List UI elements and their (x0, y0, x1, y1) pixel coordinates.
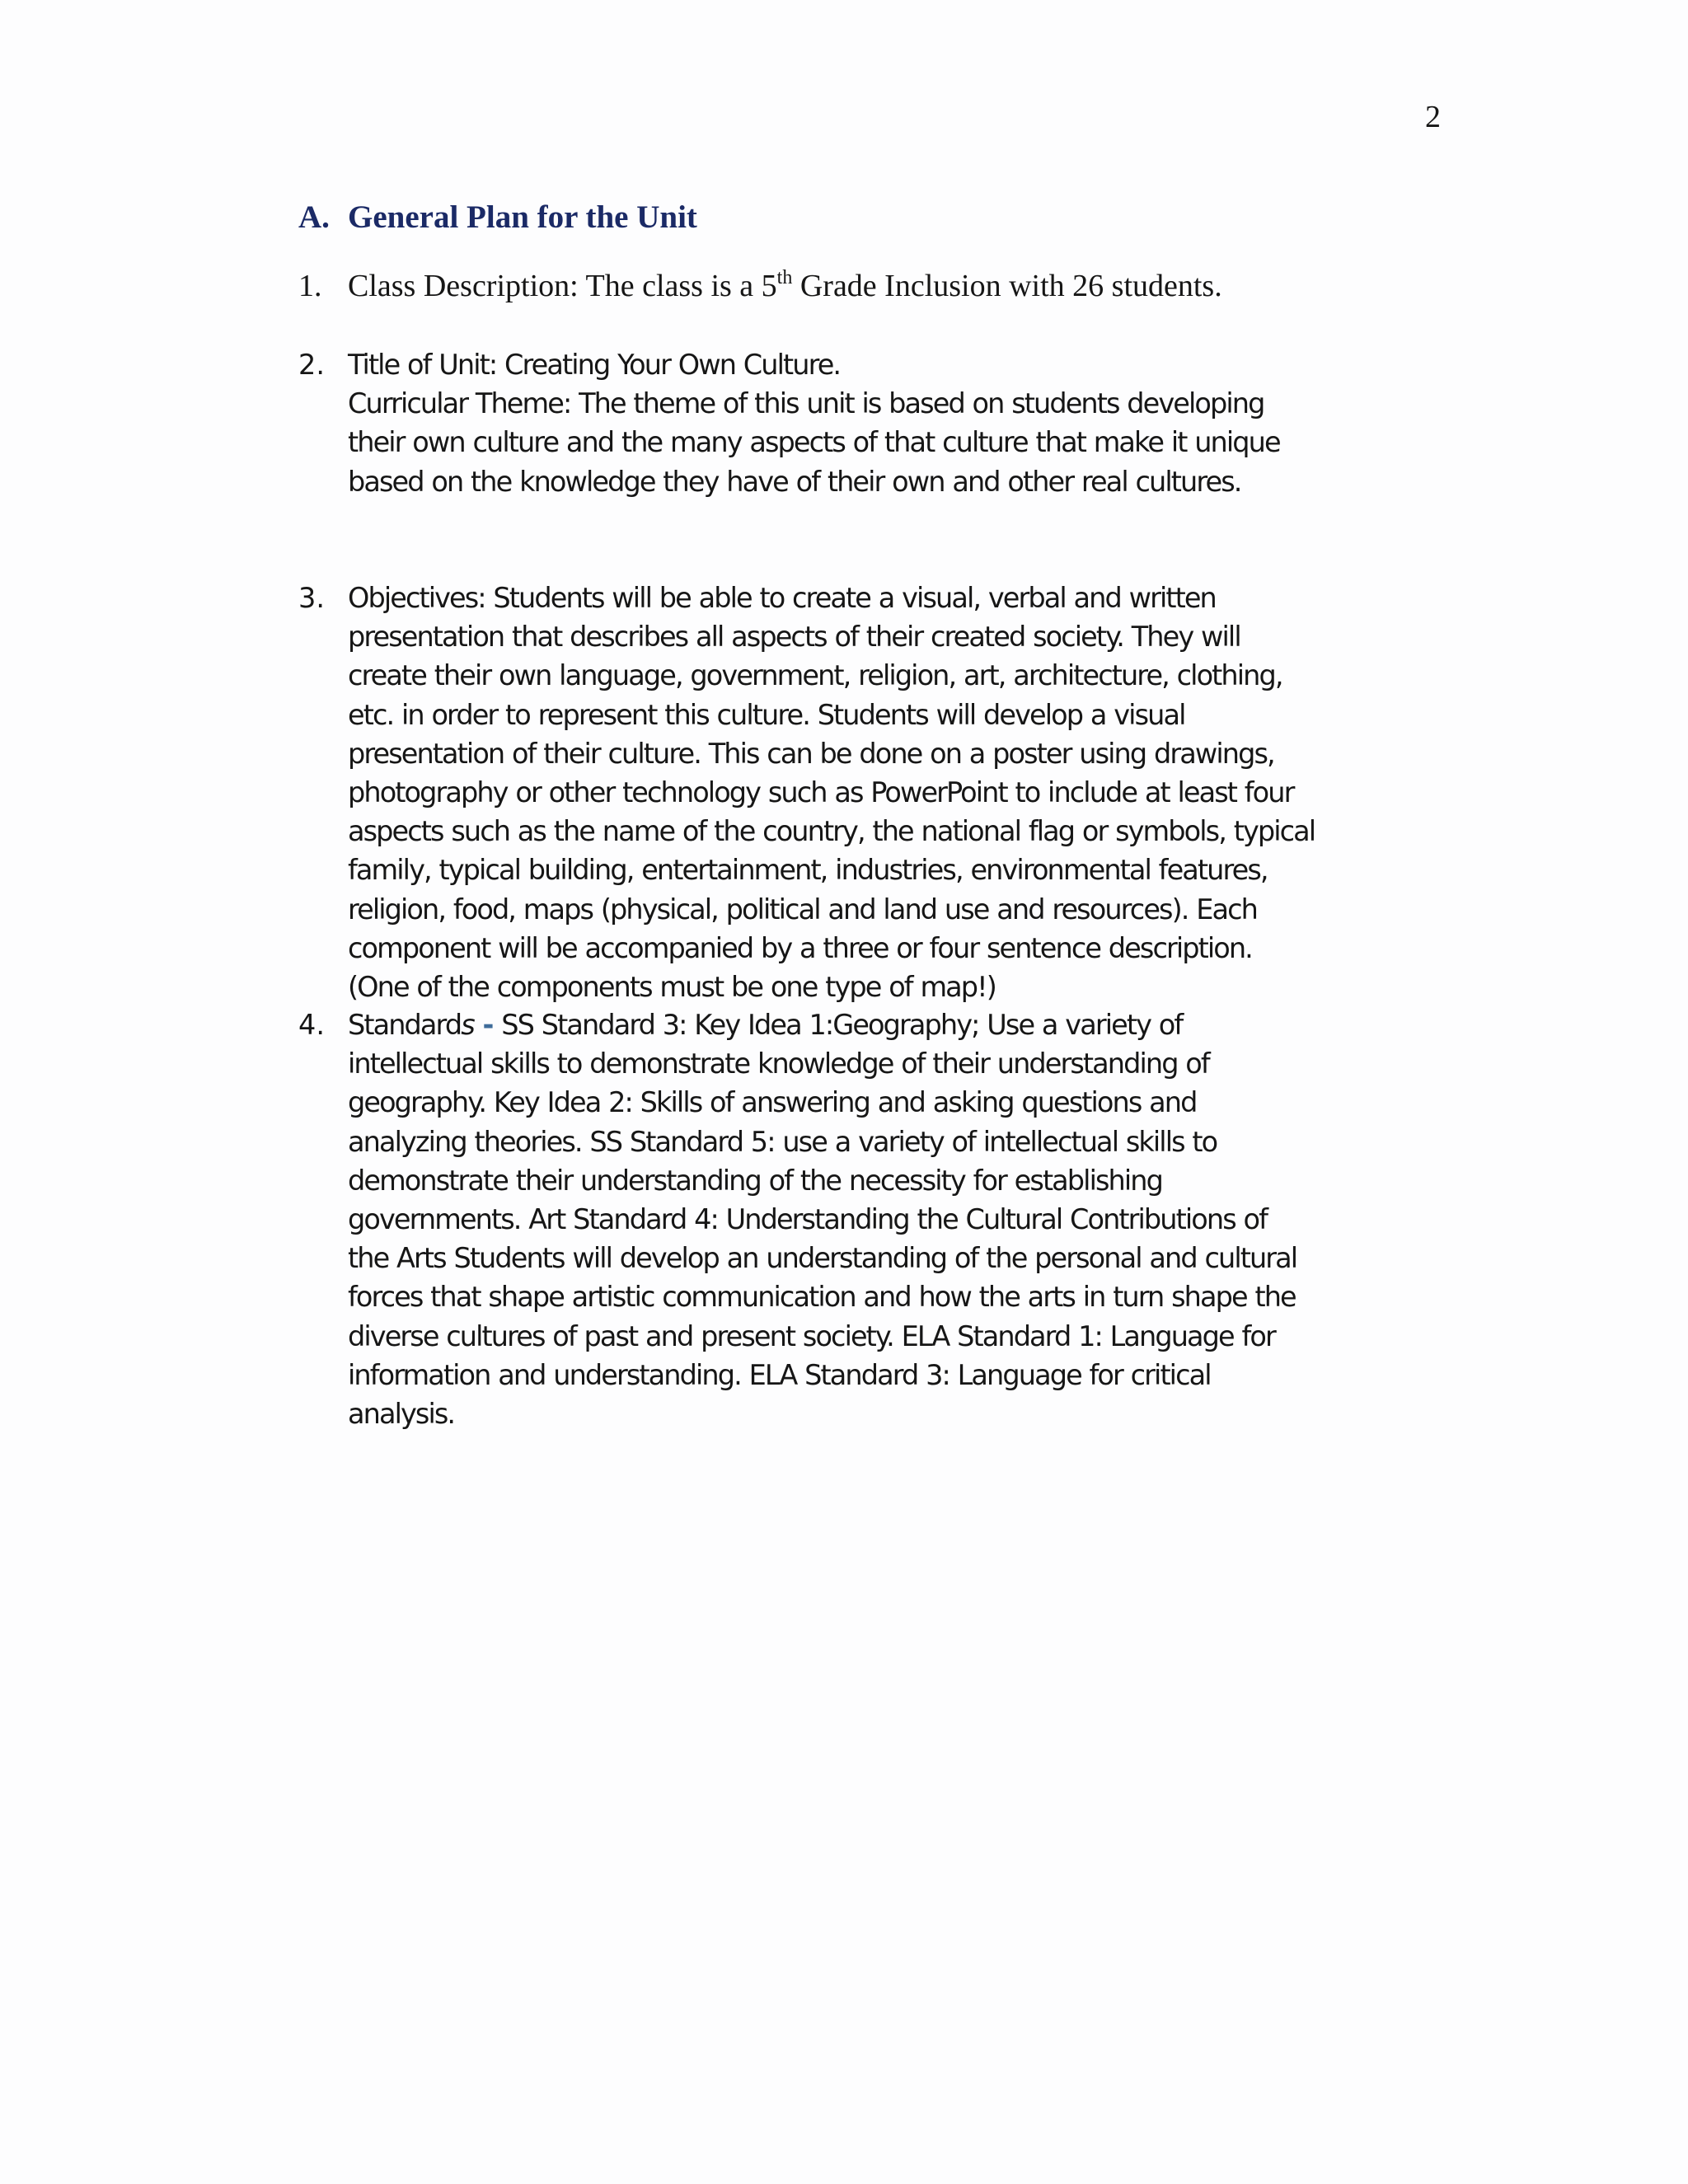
text-line: photography or other technology such as PowerPoint to include at least four (348, 776, 1294, 809)
text-line: governments. Art Standard 4: Understanding the Cultural Contributions of (348, 1203, 1267, 1236)
section-title: General Plan for the Unit (348, 199, 697, 235)
list-item-title-of-unit (298, 345, 1444, 501)
text-line: aspects such as the name of the country, the national flag or symbols, typical (348, 815, 1315, 848)
text-line: intellectual skills to demonstrate knowledge of their understanding of (348, 1047, 1209, 1080)
text-line: religion, food, maps (physical, political and land use and resources). Each (348, 893, 1257, 926)
standards-label: Standard (348, 1009, 462, 1041)
text-line: their own culture and the many aspects of that culture that make it unique (348, 426, 1280, 459)
section-heading (298, 198, 697, 237)
text-line (348, 1005, 1444, 1044)
text-line: Curricular Theme: The theme of this unit is based on students developing (348, 387, 1264, 420)
list-item-class-description (298, 267, 1444, 306)
class-description-text: Class Description: The class is a 5 (348, 269, 777, 303)
list-item-standards (298, 1005, 1444, 1433)
list-number: 4. (298, 1009, 325, 1041)
text-line: based on the knowledge they have of their own and other real cultures. (348, 465, 1241, 498)
text-line: demonstrate their understanding of the necessity for establishing (348, 1164, 1162, 1197)
standards-first-line: SS Standard 3: Key Idea 1:Geography; Use a variety of (501, 1009, 1183, 1041)
list-number: 3. (298, 582, 325, 614)
text-line: information and understanding. ELA Standard 3: Language for critical (348, 1358, 1211, 1391)
text-line: family, typical building, entertainment, industries, environmental features, (348, 854, 1268, 887)
text-line: presentation of their culture. This can be done on a poster using drawings, (348, 737, 1274, 770)
class-description-text-end: Grade Inclusion with 26 students. (792, 269, 1222, 303)
text-line: etc. in order to represent this culture. Students will develop a visual (348, 698, 1185, 731)
dash-separator: - (473, 1009, 502, 1041)
text-line: the Arts Students will develop an understanding of the personal and cultural (348, 1242, 1297, 1275)
standards-label-italic: s (461, 1009, 474, 1041)
text-line: forces that shape artistic communication and how the arts in turn shape the (348, 1281, 1296, 1314)
text-line: component will be accompanied by a three or four sentence description. (348, 931, 1252, 964)
text-line: analysis. (348, 1398, 455, 1431)
ordinal-superscript: th (776, 267, 793, 288)
text-line: geography. Key Idea 2: Skills of answering and asking questions and (348, 1086, 1197, 1119)
text-line: (One of the components must be one type of map!) (348, 971, 996, 1004)
page-number: 2 (1425, 100, 1441, 134)
list-number: 1. (298, 269, 322, 303)
list-number: 2. (298, 349, 325, 381)
text-line: presentation that describes all aspects of their created society. They will (348, 621, 1240, 654)
text-line: create their own language, government, religion, art, architecture, clothing, (348, 659, 1282, 692)
text-line: diverse cultures of past and present society. ELA Standard 1: Language for (348, 1319, 1275, 1352)
text-line: Objectives: Students will be able to create a visual, verbal and written (348, 582, 1216, 614)
section-letter: A. (298, 199, 330, 235)
text-line: Title of Unit: Creating Your Own Culture. (348, 349, 841, 381)
text-line: analyzing theories. SS Standard 5: use a variety of intellectual skills to (348, 1125, 1217, 1158)
list-item-objectives (298, 579, 1444, 1006)
